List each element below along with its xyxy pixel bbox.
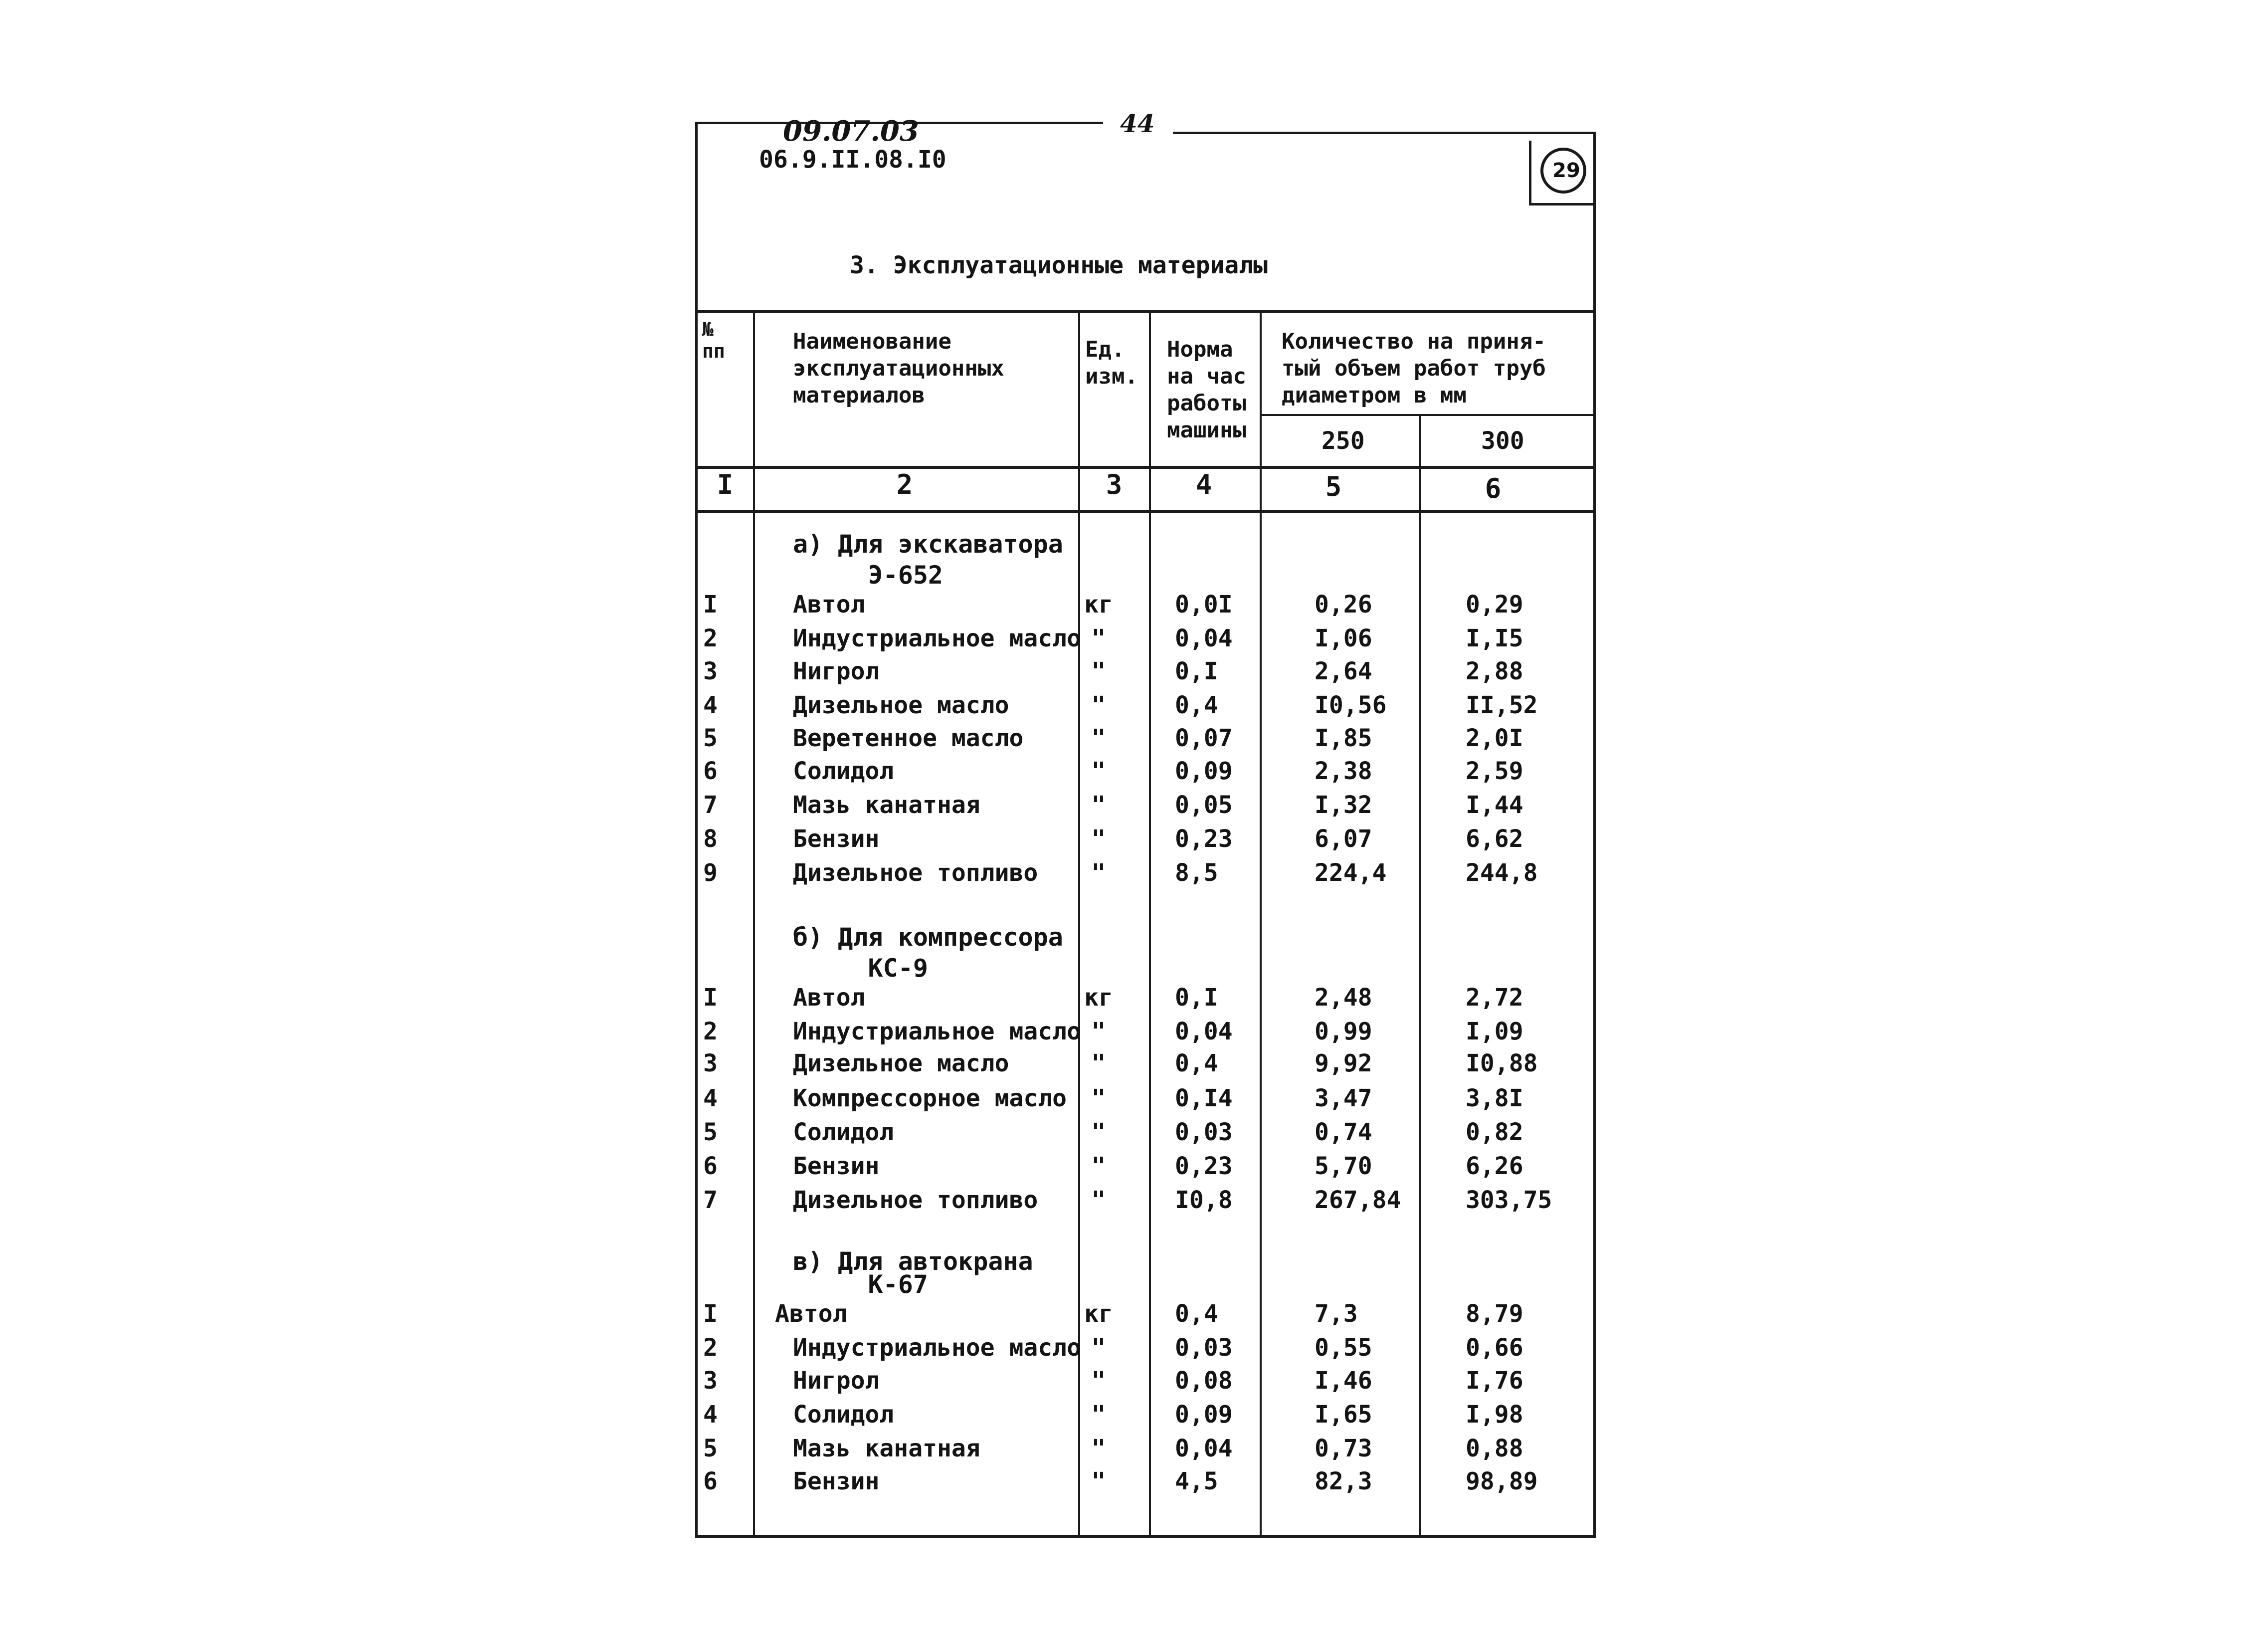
qty-subheader-rule: [1260, 414, 1596, 416]
row-qty-300: I,44: [1466, 791, 1523, 819]
row-num: 4: [703, 1084, 718, 1112]
row-qty-250: 0,99: [1315, 1018, 1372, 1045]
row-name: Автол: [793, 591, 865, 618]
row-qty-300: 6,26: [1466, 1152, 1523, 1180]
row-name: Солидол: [793, 1401, 894, 1429]
row-norm: 0,I: [1175, 657, 1218, 685]
table-row: [695, 1083, 1596, 1113]
row-name: Индустриальное масло: [793, 1334, 1081, 1362]
row-qty-250: I0,56: [1315, 691, 1387, 719]
row-num: I: [703, 1300, 718, 1328]
table-top-rule: [695, 310, 1596, 313]
handwritten-code: 09.07.03: [783, 115, 919, 148]
colnum-1: I: [717, 469, 734, 500]
stamp-circle: [1540, 148, 1586, 194]
row-qty-300: I,76: [1466, 1367, 1523, 1395]
table-row: [695, 723, 1596, 753]
row-num: 4: [703, 691, 718, 719]
row-norm: 0,03: [1175, 1118, 1233, 1146]
row-qty-300: 2,0I: [1466, 724, 1523, 752]
page-number: 44: [1120, 109, 1155, 138]
row-name: Нигрол: [793, 657, 880, 685]
table-row: [695, 1333, 1596, 1363]
header-norm: Норма на час работы машины: [1167, 337, 1246, 443]
row-name: Бензин: [793, 1467, 880, 1495]
row-num: 2: [703, 1018, 718, 1045]
row-num: 6: [703, 1467, 718, 1495]
row-norm: 0,04: [1175, 1435, 1233, 1462]
table-row: [695, 1185, 1596, 1215]
row-unit: ": [1091, 1152, 1106, 1180]
table-row: [695, 1366, 1596, 1396]
row-norm: 0,I: [1175, 984, 1218, 1012]
row-num: I: [703, 591, 718, 618]
row-qty-300: 8,79: [1466, 1300, 1523, 1328]
row-qty-250: 2,64: [1315, 657, 1372, 685]
section-title-a: а) Для экскаватора Э-652: [793, 530, 1063, 590]
row-qty-250: 0,73: [1315, 1435, 1372, 1462]
colnum-5: 5: [1325, 471, 1342, 502]
row-num: 7: [703, 1186, 718, 1214]
row-unit: ": [1091, 1401, 1106, 1429]
row-name: Автол: [775, 1300, 847, 1328]
row-num: 5: [703, 1435, 718, 1462]
table-row: [695, 983, 1596, 1013]
row-name: Веретенное масло: [793, 724, 1024, 752]
row-norm: 0,23: [1175, 825, 1233, 853]
row-unit: ": [1091, 657, 1106, 685]
row-unit: ": [1091, 1367, 1106, 1395]
row-norm: 4,5: [1175, 1467, 1218, 1495]
row-unit: ": [1091, 1334, 1106, 1362]
row-qty-300: 0,88: [1466, 1435, 1523, 1462]
row-norm: 8,5: [1175, 859, 1218, 887]
section-title-b: б) Для компрессора КС-9: [793, 923, 1063, 983]
row-num: 6: [703, 757, 718, 785]
row-qty-300: 98,89: [1466, 1467, 1538, 1495]
document-sheet: [695, 109, 1596, 1537]
row-norm: 0,03: [1175, 1334, 1233, 1362]
row-unit: ": [1091, 724, 1106, 752]
row-name: Индустриальное масло: [793, 624, 1081, 652]
table-row: [695, 1017, 1596, 1046]
row-num: 5: [703, 1118, 718, 1146]
row-name: Солидол: [793, 757, 894, 785]
row-qty-250: 0,26: [1315, 591, 1372, 618]
row-qty-250: 6,07: [1315, 825, 1372, 853]
row-name: Компрессорное масло: [793, 1084, 1067, 1112]
row-name: Дизельное топливо: [793, 1186, 1038, 1214]
row-qty-250: I,32: [1315, 791, 1372, 819]
row-unit: ": [1091, 1467, 1106, 1495]
section-title: 3. Эксплуатационные материалы: [850, 251, 1268, 279]
row-norm: 0,4: [1175, 691, 1218, 719]
header-unit: Ед. изм.: [1085, 337, 1138, 389]
header-name: Наименование эксплуатационных материалов: [793, 329, 1004, 408]
row-name: Нигрол: [793, 1367, 880, 1395]
table-row: [695, 1400, 1596, 1430]
row-qty-300: I,I5: [1466, 624, 1523, 652]
row-num: 3: [703, 657, 718, 685]
row-qty-250: 3,47: [1315, 1084, 1372, 1112]
stamp-number: 29: [1552, 159, 1580, 182]
row-qty-250: 0,55: [1315, 1334, 1372, 1362]
row-qty-250: I,06: [1315, 624, 1372, 652]
row-qty-300: 6,62: [1466, 825, 1523, 853]
row-name: Дизельное топливо: [793, 859, 1038, 887]
row-unit: ": [1091, 1018, 1106, 1045]
header-bottom-rule: [695, 466, 1596, 469]
table-row: [695, 756, 1596, 786]
row-unit: ": [1091, 691, 1106, 719]
row-qty-300: 3,8I: [1466, 1084, 1523, 1112]
document-code: 06.9.II.08.I0: [759, 146, 946, 174]
row-qty-250: 2,38: [1315, 757, 1372, 785]
row-qty-250: 267,84: [1315, 1186, 1401, 1214]
table-row: [695, 1299, 1596, 1329]
table-row: [695, 858, 1596, 888]
row-name: Бензин: [793, 825, 880, 853]
row-unit: ": [1091, 1435, 1106, 1462]
row-norm: 0,4: [1175, 1049, 1218, 1077]
header-qty: Количество на приня- тый объем работ труб диаметром в мм: [1282, 329, 1546, 408]
row-num: 8: [703, 825, 718, 853]
row-unit: ": [1091, 1084, 1106, 1112]
row-qty-300: I,09: [1466, 1018, 1523, 1045]
row-unit: ": [1091, 825, 1106, 853]
row-unit: ": [1091, 859, 1106, 887]
row-qty-300: I0,88: [1466, 1049, 1538, 1077]
row-name: Дизельное масло: [793, 691, 1009, 719]
row-name: Мазь канатная: [793, 1435, 980, 1462]
row-qty-250: 224,4: [1315, 859, 1387, 887]
row-name: Автол: [793, 984, 865, 1012]
header-qty-300: 300: [1481, 427, 1524, 455]
row-qty-300: 0,82: [1466, 1118, 1523, 1146]
row-num: 4: [703, 1401, 718, 1429]
row-qty-250: 7,3: [1315, 1300, 1358, 1328]
stamp-frame: [1529, 141, 1596, 206]
row-norm: 0,07: [1175, 724, 1233, 752]
colnum-3: 3: [1106, 469, 1123, 500]
row-num: 2: [703, 1334, 718, 1362]
row-unit: ": [1091, 1118, 1106, 1146]
row-qty-250: I,85: [1315, 724, 1372, 752]
row-unit: ": [1091, 624, 1106, 652]
row-norm: 0,08: [1175, 1367, 1233, 1395]
row-norm: 0,04: [1175, 1018, 1233, 1045]
row-qty-300: 2,59: [1466, 757, 1523, 785]
table-row: [695, 623, 1596, 653]
row-qty-250: 5,70: [1315, 1152, 1372, 1180]
colnum-4: 4: [1195, 469, 1212, 500]
table-row: [695, 1466, 1596, 1496]
row-norm: 0,04: [1175, 624, 1233, 652]
row-qty-250: I,65: [1315, 1401, 1372, 1429]
row-norm: 0,05: [1175, 791, 1233, 819]
table-row: [695, 1117, 1596, 1147]
row-norm: 0,09: [1175, 757, 1233, 785]
row-qty-250: 82,3: [1315, 1467, 1372, 1495]
row-qty-300: II,52: [1466, 691, 1538, 719]
table-row: [695, 690, 1596, 720]
row-name: Бензин: [793, 1152, 880, 1180]
row-qty-300: 2,88: [1466, 657, 1523, 685]
header-qty-250: 250: [1322, 427, 1365, 455]
row-qty-250: 2,48: [1315, 984, 1372, 1012]
row-num: 9: [703, 859, 718, 887]
row-num: 3: [703, 1049, 718, 1077]
frame-bottom: [695, 1535, 1596, 1538]
colnum-2: 2: [896, 469, 913, 500]
table-row: [695, 1434, 1596, 1463]
row-num: I: [703, 984, 718, 1012]
row-unit: кг: [1084, 984, 1113, 1012]
table-row: [695, 1151, 1596, 1181]
row-num: 2: [703, 624, 718, 652]
table-row: [695, 656, 1596, 686]
table-row: [695, 790, 1596, 820]
frame-top-right: [1173, 132, 1596, 134]
row-norm: 0,0I: [1175, 591, 1233, 618]
row-unit: ": [1091, 791, 1106, 819]
row-num: 7: [703, 791, 718, 819]
row-qty-300: 2,72: [1466, 984, 1523, 1012]
row-qty-300: I,98: [1466, 1401, 1523, 1429]
section-title-c: в) Для автокрана К-67: [793, 1247, 1033, 1299]
row-unit: ": [1091, 1049, 1106, 1077]
row-qty-300: 0,66: [1466, 1334, 1523, 1362]
row-num: 5: [703, 724, 718, 752]
row-qty-250: 0,74: [1315, 1118, 1372, 1146]
row-norm: I0,8: [1175, 1186, 1233, 1214]
row-qty-300: 0,29: [1466, 591, 1523, 618]
row-name: Индустриальное масло: [793, 1018, 1081, 1045]
table-row: [695, 1048, 1596, 1078]
header-num: № пп: [702, 318, 725, 362]
row-norm: 0,09: [1175, 1401, 1233, 1429]
row-unit: кг: [1084, 1300, 1113, 1328]
row-name: Дизельное масло: [793, 1049, 1009, 1077]
colnum-bottom-rule: [695, 510, 1596, 513]
table-row: [695, 590, 1596, 619]
row-qty-300: 303,75: [1466, 1186, 1552, 1214]
row-unit: ": [1091, 1186, 1106, 1214]
row-num: 3: [703, 1367, 718, 1395]
table-row: [695, 824, 1596, 854]
row-norm: 0,4: [1175, 1300, 1218, 1328]
row-unit: кг: [1084, 591, 1113, 618]
row-unit: ": [1091, 757, 1106, 785]
row-num: 6: [703, 1152, 718, 1180]
row-qty-300: 244,8: [1466, 859, 1538, 887]
row-norm: 0,23: [1175, 1152, 1233, 1180]
colnum-6: 6: [1485, 473, 1502, 504]
row-name: Мазь канатная: [793, 791, 980, 819]
row-name: Солидол: [793, 1118, 894, 1146]
row-qty-250: I,46: [1315, 1367, 1372, 1395]
row-norm: 0,I4: [1175, 1084, 1233, 1112]
row-qty-250: 9,92: [1315, 1049, 1372, 1077]
